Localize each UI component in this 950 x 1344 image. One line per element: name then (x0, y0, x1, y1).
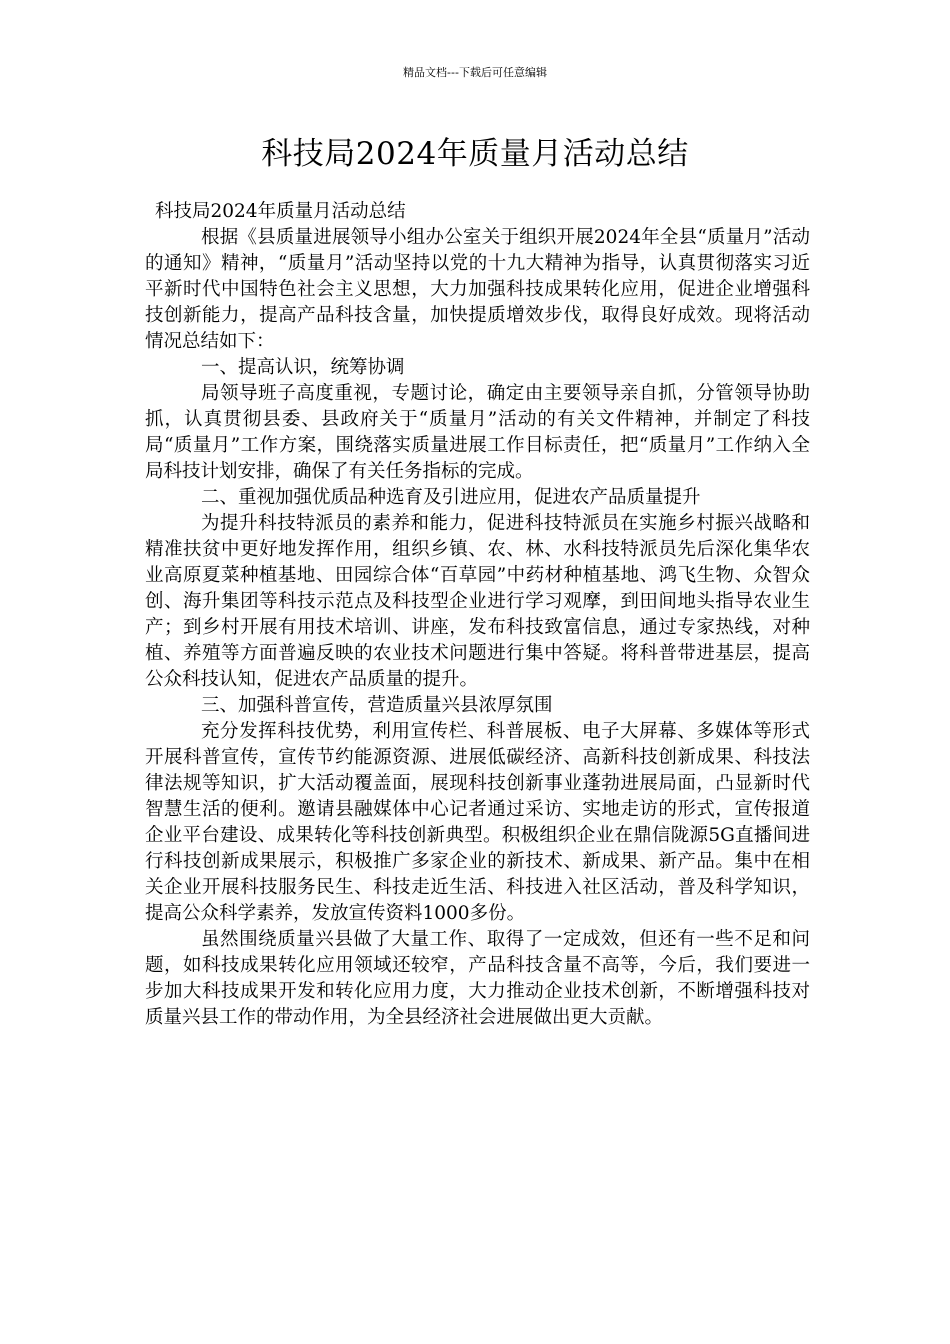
section-paragraph-3: 充分发挥科技优势，利用宣传栏、科普展板、电子大屏幕、多媒体等形式开展科普宣传，宣传节约能源资源、进展低碳经济、高新科技创新成果、科技法律法规等知识，扩大活动覆盖面，展现科技创新事业蓬勃进展局面，凸显新时代智慧生活的便利。邀请县融媒体中心记者通过采访、实地走访的形式，宣传报道企业平台建设、成果转化等科技创新典型。积极组织企业在鼎信陇源5G直播间进行科技创新成果展示，积极推广多家企业的新技术、新成果、新产品。集中在相关企业开展科技服务民生、科技走近生活、科技进入社区活动，普及科学知识，提高公众科学素养，发放宣传资料1000多份。 (145, 721, 810, 924)
section-heading-2: 二、重视加强优质品种选育及引进应用，促进农产品质量提升 (201, 487, 701, 508)
section-heading-1: 一、提高认识，统筹协调 (201, 357, 405, 378)
document-body (145, 199, 810, 1031)
page-header: 精品文档---下载后可任意编辑 (403, 66, 547, 79)
intro-paragraph: 根据《县质量进展领导小组办公室关于组织开展2024年全县“质量月”活动的通知》精神，“质量月”活动坚持以党的十九大精神为指导，认真贯彻落实习近平新时代中国特色社会主义思想，大力加强科技成果转化应用，促进企业增强科技创新能力，提高产品科技含量，加快提质增效步伐，取得良好成效。现将活动情况总结如下： (145, 227, 810, 352)
subtitle-line: 科技局2024年质量月活动总结 (155, 201, 406, 222)
section-paragraph-2: 为提升科技特派员的素养和能力，促进科技特派员在实施乡村振兴战略和精准扶贫中更好地发挥作用，组织乡镇、农、林、水科技特派员先后深化集华农业高原夏菜种植基地、田园综合体“百草园”中药材种植基地、鸿飞生物、众智众创、海升集团等科技示范点及科技型企业进行学习观摩，到田间地头指导农业生产；到乡村开展有用技术培训、讲座，发布科技致富信息，通过专家热线，对种植、养殖等方面普遍反映的农业技术问题进行集中答疑。将科普带进基层，提高公众科技认知，促进农产品质量的提升。 (145, 513, 810, 690)
conclusion-paragraph: 虽然围绕质量兴县做了大量工作、取得了一定成效，但还有一些不足和问题，如科技成果转化应用领域还较窄，产品科技含量不高等，今后，我们要进一步加大科技成果开发和转化应用力度，大力推动企业技术创新，不断增强科技对质量兴县工作的带动作用，为全县经济社会进展做出更大贡献。 (145, 929, 810, 1028)
section-paragraph-1: 局领导班子高度重视，专题讨论，确定由主要领导亲自抓，分管领导协助抓，认真贯彻县委、县政府关于“质量月”活动的有关文件精神，并制定了科技局“质量月”工作方案，围绕落实质量进展工作目标责任，把“质量月”工作纳入全局科技计划安排，确保了有关任务指标的完成。 (145, 383, 810, 482)
section-heading-3: 三、加强科普宣传，营造质量兴县浓厚氛围 (201, 695, 553, 716)
document-title: 科技局2024年质量月活动总结 (261, 136, 689, 172)
